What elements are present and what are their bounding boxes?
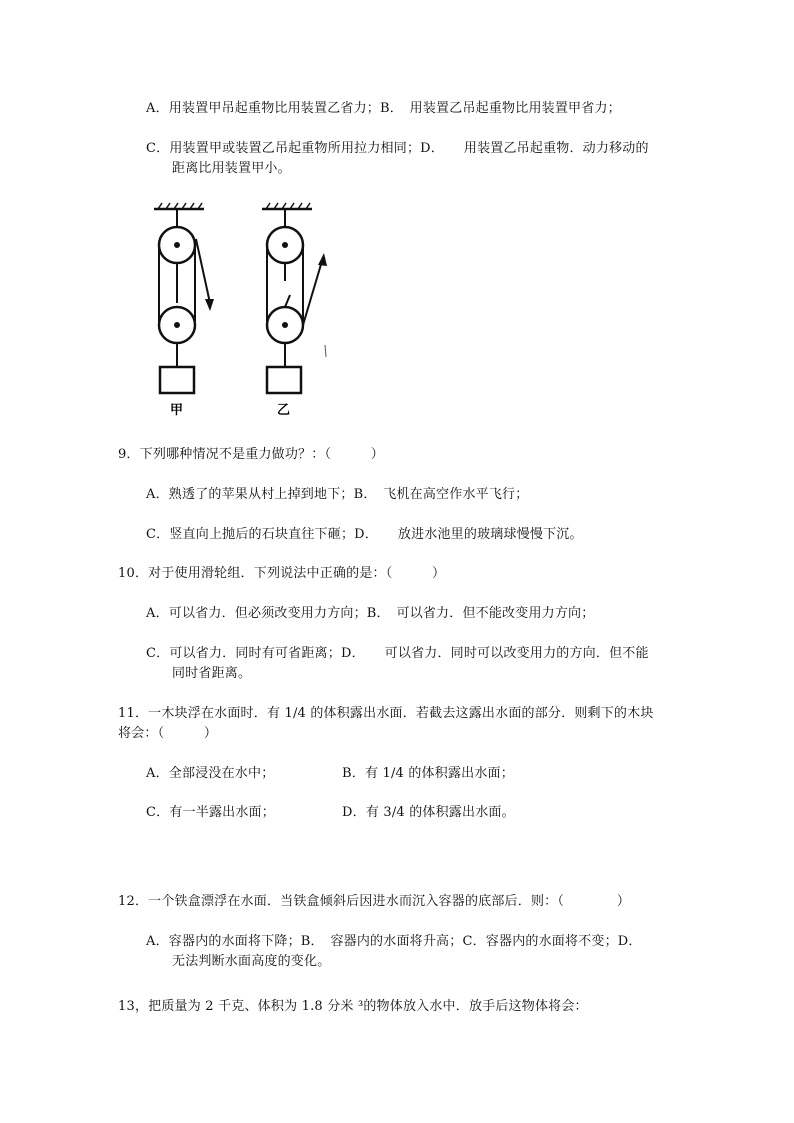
pulley-diagram xyxy=(140,195,350,425)
q10-stem: 10．对于使用滑轮组．下列说法中正确的是：（ ） xyxy=(118,566,446,581)
pulley-diagram-svg xyxy=(140,195,350,425)
q9-option-c-d: C．竖直向上抛后的石块直往下砸；D． 放进水池里的玻璃球慢慢下沉。 xyxy=(146,527,583,542)
q8-option-a-b: A．用装置甲吊起重物比用装置乙省力；B． 用装置乙吊起重物比用装置甲省力； xyxy=(146,101,621,116)
label-yi: 乙 xyxy=(277,403,291,418)
q8-option-c-d: C．用装置甲或装置乙吊起重物所用拉力相同；D． 用装置乙吊起重物．动力移动的 xyxy=(146,141,649,156)
q8-option-d-continued: 距离比用装置甲小。 xyxy=(172,161,291,176)
q9-stem: 9．下列哪种情况不是重力做功？：（ ） xyxy=(118,447,384,462)
q11-stem: 11．一木块浮在水面时．有 1/4 的体积露出水面．若截去这露出水面的部分．则剩下的木块 xyxy=(118,706,654,721)
pulley-system-right xyxy=(267,209,327,393)
q12-stem: 12．一个铁盒漂浮在水面．当铁盒倾斜后因进水而沉入容器的底部后．则：（ ） xyxy=(118,894,631,909)
stray-mark xyxy=(325,345,326,357)
q10-option-d-continued: 同时省距离。 xyxy=(172,666,252,681)
q11-option-a: A．全部浸没在水中； xyxy=(146,766,275,781)
q12-options: A．容器内的水面将下降；B． 容器内的水面将升高；C．容器内的水面将不变；D． xyxy=(146,934,642,949)
pulley-system-left xyxy=(159,209,214,393)
ceiling-left xyxy=(154,203,204,209)
q10-option-c-d: C．可以省力．同时有可省距离；D． 可以省力．同时可以改变用力的方向．但不能 xyxy=(146,646,649,661)
label-jia: 甲 xyxy=(170,403,184,418)
q11-option-d: D．有 3/4 的体积露出水面。 xyxy=(342,805,515,820)
q10-option-a-b: A．可以省力．但必须改变用力方向；B． 可以省力．但不能改变用力方向； xyxy=(146,606,595,621)
q11-option-b: B．有 1/4 的体积露出水面； xyxy=(342,766,514,781)
ceiling-right xyxy=(262,203,312,209)
q13-stem: 13，把质量为 2 千克、体积为 1.8 分米 ³的物体放入水中．放手后这物体将会： xyxy=(118,999,588,1014)
q12-option-d-continued: 无法判断水面高度的变化。 xyxy=(172,954,331,969)
q11-option-c: C．有一半露出水面； xyxy=(146,805,275,820)
q11-stem-continued: 将会：（ ） xyxy=(118,726,218,741)
q9-option-a-b: A．熟透了的苹果从村上掉到地下；B． 飞机在高空作水平飞行； xyxy=(146,487,529,502)
